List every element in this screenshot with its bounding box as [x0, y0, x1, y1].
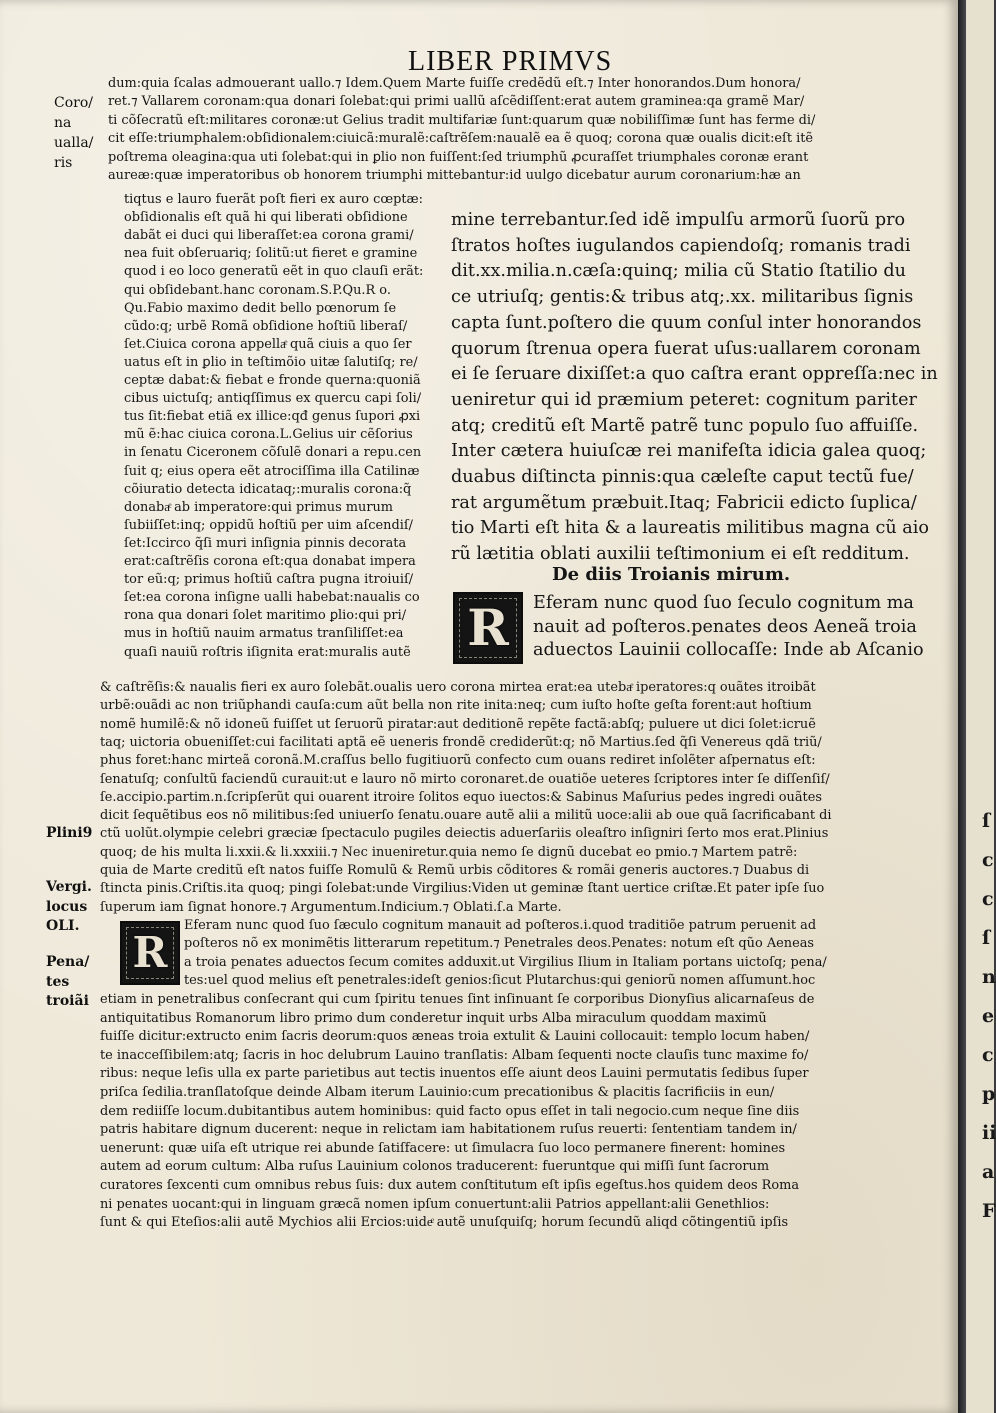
commentary-line: aureæ:quæ imperatoribus ob honorem triumphi mittebantur:id uulgo dicebatur aurum coronarium:hæ an: [108, 168, 801, 183]
commentary-line: poſtrema oleagina:qua uti ſolebat:qui in ꝑlio non fuiſſent:ſed triumphũ ꝓcuraſſet triumphales coronæ erant: [108, 149, 809, 165]
commentary-line: ſenatuſq; conſultũ faciendũ curauit:ut e lauro nõ mirto coronaret.de ouatiõe ueteres ſcriptores inter ſe diſſenſiſ/: [100, 771, 830, 787]
commentary-line: ni penates uocant:qui in linguam græcã nomen ipſum conuertunt:alii Patrios appellant:alii Genethlios:: [100, 1196, 770, 1212]
commentary-line: phus foret:hanc mirteã coronã.M.craſſus bello fugitiuorũ confecto cum ouans rediret inſolẽter aſpernatus eſt:: [100, 753, 816, 769]
commentary-line: obſidionalis eſt quã hi qui liberati obſidione: [124, 210, 408, 226]
commentary-line: ſe.accipio.partim.n.ſcripſerũt qui ouarent itroire ſolitos equo iuectos:& Sabinus Maſurius pedes ingredi ouãtes: [100, 789, 822, 805]
commentary-line: curatores ſexcenti cum omnibus rebus ſuis: dux autem conſtitutum eſt ipſis egeſtus.hos quidem deos Roma: [100, 1178, 800, 1193]
main-text-line: quorum ſtrenua opera fuerat uſus:uallarem coronam: [451, 338, 921, 359]
margin-note: Coro/: [54, 95, 93, 111]
commentary-line: quoq; de his multa li.xxii.& li.xxxiii.⁊ Nec inueniretur.quia nemo ſe dignũ ducebat eo pmio.⁊ Martem patrẽ:: [100, 844, 798, 860]
margin-note: Vergi.: [46, 879, 92, 895]
main-text-line: capta ſunt.poſtero die quum conſul inter honorandos: [451, 312, 922, 333]
commentary-line: antiquitatibus Romanorum libro primo dum conderetur inquit urbs Alba miraculum quoddam maximũ: [100, 1010, 767, 1026]
next-page-fragment: c: [982, 888, 994, 910]
main-text-line: atq; creditũ eſt Martẽ patrẽ tunc populo ſuo affuiſſe.: [451, 415, 919, 436]
commentary-line: cõiuratio detecta idicataq;:muralis corona:q̃: [124, 481, 412, 497]
commentary-line: ſet.Ciuica corona appellaͤ quã ciuis a quo ſer: [124, 336, 412, 352]
next-page-fragment: ii: [982, 1122, 996, 1144]
margin-note: ualla/: [54, 135, 94, 151]
commentary-line: Eferam nunc quod ſuo ſæculo cognitum manauit ad poſteros.i.quod traditiõe patrum peruenit ad: [184, 918, 817, 933]
next-page-fragment: F: [982, 1200, 996, 1222]
commentary-line: rona qua donari ſolet maritimo ꝑlio:qui pri/: [124, 608, 407, 624]
commentary-initial-letter: R: [132, 928, 168, 977]
commentary-line: quia de Marte creditũ eſt natos fuiſſe Romulũ & Remũ urbis cõditores & romãi generis auctores.⁊ Duabus di: [100, 863, 810, 878]
commentary-line: ſuit q; eius opera eẽt atrociſſima illa Catilinæ: [124, 463, 420, 479]
commentary-line: uenerunt: quæ uiſa eſt utrique rei abunde ſatiſfacere: ut ſimulacra ſuo loco permanere finerent: homines: [100, 1140, 786, 1156]
commentary-line: poſteros nõ ex monimẽtis litterarum repetitum.⁊ Penetrales deos.Penates: notum eſt qũo Aeneas: [184, 936, 815, 952]
commentary-line: dicit ſequẽtibus eos nõ militibus:ſed uniuerſo ſenatu.ouare autẽ alii a militũ uoce:alii ab oue quã ſacrificabant di: [100, 808, 832, 824]
margin-note: locus: [46, 899, 88, 915]
commentary-initial-capital: [120, 921, 180, 985]
commentary-line: priſca ſedilia.tranſlatoſque deinde Albam iterum Lauinio:cum precationibus & placitis ſacrificiis in eun/: [100, 1085, 775, 1100]
commentary-line: urbẽ:ouãdi ac non triũphandi cauſa:cum aũt bella non rite inita:neq; cum iuſto hoſte geſta forent:aut hoſtium: [100, 698, 812, 714]
main-text-line: nauit ad poſteros.penates deos Aeneã troia: [533, 616, 917, 637]
margin-note: Pena/: [46, 954, 90, 970]
commentary-line: te inacceſſibilem:atq; ſacris in hoc delubrum Lauino tranſlatis: Albam ſequenti nocte clauſis tunc maxime fo/: [100, 1047, 809, 1063]
commentary-line: tiqtus e lauro fuerãt poſt fieri ex auro cœptæ:: [124, 192, 423, 207]
commentary-line: ctũ uolũt.olympie celebri græciæ ſpectaculo pugiles deiectis aduerſariis oleaſtro inſigniri ſerto mos erat.Plinius: [100, 826, 829, 842]
commentary-line: donabaͤ ab imperatore:qui primus murum: [124, 499, 394, 515]
next-page-fragment: ſ: [982, 927, 991, 949]
commentary-line: cit eſſe:triumphalem:obſidionalem:ciuicã:muralẽ:caſtrẽſem:naualẽ ea ẽ quoq; corona quæ oualis dicit:eſt itẽ: [108, 131, 814, 147]
next-page-edge: [966, 0, 994, 1413]
commentary-line: ceptæ dabat:& fiebat e fronde querna:quoniã: [124, 373, 421, 388]
next-page-fragment: a: [982, 1161, 995, 1183]
commentary-line: nea fuit obſeruariq; ſolitũ:ut fieret e gramine: [124, 246, 418, 262]
margin-note: OLI.: [46, 918, 80, 934]
margin-note: tes: [46, 974, 70, 990]
commentary-line: ribus: neque leſis ulla ex parte parietibus aut tectis inuentos eſſe aiunt deos Lauini permutatis ſedibus ſuper: [100, 1066, 809, 1082]
margin-note: na: [54, 115, 72, 131]
margin-note: ris: [54, 155, 73, 171]
margin-note: troiãi: [46, 993, 89, 1009]
commentary-line: dabãt ei duci qui liberaſſet:ea corona grami/: [124, 228, 414, 244]
next-page-fragment: c: [982, 1044, 994, 1066]
commentary-line: ſunt & qui Eteſios:alii autẽ Mychios alii Ercios:uideͤ autẽ unuſquiſq; horum ſecundũ aliqd cõtingentiũ ipſis: [100, 1215, 789, 1231]
main-text-line: tio Marti eſt hita & a laureatis militibus magna cũ aio: [451, 518, 930, 539]
commentary-line: ſtincta pinis.Criſtis.ita quoq; pingi ſolebat:unde Virgilius:Viden ut geminæ ſtant uertice criſtæ.Et pater ipſe ſuo: [100, 881, 825, 897]
next-page-fragment: e: [982, 1005, 995, 1027]
commentary-line: fuiſſe dicitur:extructo enim ſacris deorum:quos æneas troia extulit & Lauini collocauit: templo locum haben/: [100, 1029, 810, 1045]
commentary-line: in ſenatu Ciceronem cõſulẽ donari a repu.cen: [124, 445, 422, 461]
commentary-line: dem rediiſſe locum.dubitantibus autem hominibus: quid facto opus eſſet in tali negocio.cum neque ſine diis: [100, 1103, 800, 1119]
commentary-line: ſuperum iam ſignat honore.⁊ Argumentum.Indicium.⁊ Oblati.ſ.a Marte.: [100, 899, 562, 915]
next-page-fragment: ſ: [982, 810, 991, 832]
commentary-line: ret.⁊ Vallarem coronam:qua donari ſolebat:qui primi uallũ aſcẽdiſſent:erat autem graminea:qa gramẽ Mar/: [108, 94, 805, 110]
commentary-line: ti cõſecratũ eſt:militares coronæ:ut Gelius tradit multifariæ ſunt:quarum quæ nobiliſſimæ ſunt has ferme di/: [108, 112, 816, 128]
commentary-line: ſubiiſſet:inq; oppidũ hoſtiũ per uim aſcendiſ/: [124, 517, 413, 533]
commentary-line: quod i eo loco generatũ eẽt in quo clauſi erãt:: [124, 264, 424, 280]
page-header: LIBER PRIMVS: [408, 46, 613, 77]
main-text-line: rat argumẽtum præbuit.Itaq; Fabricii edicto ſuplica/: [451, 492, 917, 513]
commentary-line: etiam in penetralibus conſecrant qui cum ſpiritu tenues ſint inſinuant ſe corporibus Dionyſius alicarnaſeus de: [100, 992, 815, 1007]
margin-note: Plini9: [46, 825, 93, 841]
section-heading: De diis Troianis mirum.: [552, 564, 791, 585]
main-text-line: dit.xx.milia.n.cæſa:quinq; milia cũ Statio ſtatilio du: [451, 261, 906, 282]
main-text-line: Eferam nunc quod ſuo ſeculo cognitum ma: [533, 593, 914, 613]
commentary-line: & caſtrẽſis:& naualis fieri ex auro ſolebãt.oualis uero corona mirtea erat:ea utebaͤ iperatores:q ouãtes itroibãt: [100, 680, 816, 695]
main-text-line: rũ lætitia oblati auxilii teſtimonium ei eſt redditum.: [451, 544, 910, 565]
main-text-line: aduectos Lauinii collocaſſe: Inde ab Aſcanio: [533, 640, 924, 660]
commentary-line: nomẽ humilẽ:& nõ idoneũ fuiſſet ut ſeruorũ piratar:aut deditionẽ repẽte factã:abſq; puluere ut dici ſolet:icruẽ: [100, 716, 816, 732]
main-initial-letter: R: [467, 598, 509, 657]
commentary-line: dum:quia ſcalas admouerant uallo.⁊ Idem.Quem Marte fuiſſe credẽdũ eſt.⁊ Inter honorandos.Dum honora/: [108, 76, 801, 91]
main-text-line: ei ſe ſeruare dixiſſet:a quo caſtra erant oppreſſa:nec in: [451, 364, 938, 385]
commentary-line: mus in hoſtiũ nauim armatus tranſiliſſet:ea: [124, 626, 404, 642]
commentary-line: cibus uictuſq; antiqſſimus ex quercu capi ſoli/: [124, 391, 422, 407]
commentary-line: patris habitare dignum ducerent: neque in relictam iam habitationem ruſus reuerti: ſententiam tandem in/: [100, 1122, 797, 1138]
commentary-line: tus ſit:fiebat etiã ex illice:qđ genus ſupori ꝓxi: [124, 409, 421, 425]
main-text-line: mine terrebantur.ſed idẽ impulſu armorũ ſuorũ pro: [451, 210, 906, 230]
commentary-line: ſet:ea corona inſigne ualli habebat:naualis co: [124, 590, 420, 606]
main-text-line: Inter cætera huiuſcæ rei manifeſta idicia galea quoq;: [451, 441, 927, 462]
commentary-line: mũ ẽ:hac ciuica corona.L.Gelius uir cẽſorius: [124, 427, 413, 443]
commentary-line: erat:caſtrẽſis corona eſt:qua donabat impera: [124, 554, 416, 569]
commentary-line: Qu.Fabio maximo dedit bello pœnorum ſe: [124, 300, 397, 316]
commentary-line: qui obſidebant.hanc coronam.S.P.Qu.R o.: [124, 282, 391, 298]
main-text-line: ueniretur qui id præmium peteret: cognitum pariter: [451, 389, 917, 410]
commentary-line: autem ad eorum cultum: Alba ruſus Lauinium colonos traducerent: fueruntque qui miſſi ſunt ſacrorum: [100, 1159, 770, 1175]
main-text-line: ſtratos hoſtes iugulandos capiendoſq; romanis tradi: [451, 235, 911, 256]
main-initial-capital: [453, 592, 523, 664]
main-text-line: ce utriuſq; gentis:& tribus atq;.xx. militaribus ſignis: [451, 287, 914, 308]
book-gutter: [958, 0, 966, 1413]
commentary-line: uatus eſt in ꝑlio in teſtimõio uitæ ſalutiſq; re/: [124, 354, 418, 370]
commentary-line: tes:uel quod melius eſt penetrales:ideſt genios:ſicut Plutarchus:qui geniorũ nomen aſſumunt.hoc: [184, 972, 816, 988]
main-text-line: duabus diſtincta pinnis:qua cæleſte caput tectũ fue/: [451, 467, 914, 487]
commentary-line: a troia penates aduectos ſecum comites adduxit.ut Virgilius Ilium in Italiam portans uictoſq; pena/: [184, 954, 827, 970]
next-page-fragment: p: [982, 1083, 996, 1105]
next-page-fragment: c: [982, 849, 994, 871]
commentary-line: quaſi nauiũ roſtris iſignita erat:muralis autẽ: [124, 644, 411, 660]
commentary-line: taq; uictoria obueniſſet:cui facilitati aptã eẽ ueneris frondẽ crediderũt:q; nõ Martius.ſed q̃ſi Venereus qdã triũ/: [100, 734, 822, 750]
next-page-fragment: n: [982, 966, 996, 988]
commentary-line: cũdo:q; urbẽ Romã obſidione hoſtiũ liberaſ/: [124, 318, 408, 334]
commentary-line: ſet:Iccirco q̃ſi muri inſignia pinnis decorata: [124, 535, 407, 551]
commentary-line: tor eũ:q; primus hoſtiũ caſtra pugna itroiuiſ/: [124, 572, 414, 588]
